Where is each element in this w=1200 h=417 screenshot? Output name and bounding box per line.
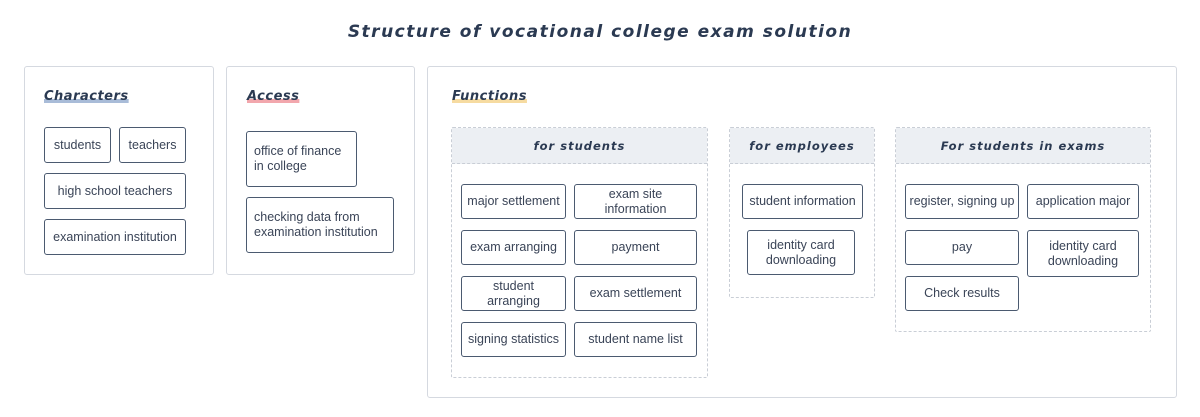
group-for-students-in-exams-title: For students in exams: [896, 128, 1150, 164]
access-office-of-finance: office of finance in college: [246, 131, 357, 187]
diagram-title: Structure of vocational college exam solution: [347, 22, 853, 42]
character-teachers: teachers: [119, 127, 186, 163]
character-high-school-teachers: high school teachers: [44, 173, 186, 209]
function-check-results: Check results: [905, 276, 1019, 311]
characters-heading: Characters: [44, 89, 129, 104]
group-for-students-title: for students: [452, 128, 707, 164]
access-heading: Access: [247, 89, 300, 104]
group-for-students: [451, 127, 708, 378]
group-for-employees: [729, 127, 875, 298]
functions-heading: Functions: [452, 89, 527, 104]
function-exam-arranging: exam arranging: [461, 230, 566, 265]
function-register-signing-up: register, signing up: [905, 184, 1019, 219]
access-checking-data: checking data from examination institution: [246, 197, 394, 253]
characters-panel: [24, 66, 214, 275]
function-signing-statistics: signing statistics: [461, 322, 566, 357]
group-for-employees-title: for employees: [730, 128, 874, 164]
character-students: students: [44, 127, 111, 163]
function-exam-site-information: exam site information: [574, 184, 697, 219]
function-pay: pay: [905, 230, 1019, 265]
function-identity-card-downloading-employees: identity card downloading: [747, 230, 855, 275]
function-student-information: student information: [742, 184, 863, 219]
function-application-major: application major: [1027, 184, 1139, 219]
functions-panel: [427, 66, 1177, 398]
group-for-students-in-exams: [895, 127, 1151, 332]
function-student-name-list: student name list: [574, 322, 697, 357]
character-examination-institution: examination institution: [44, 219, 186, 255]
function-major-settlement: major settlement: [461, 184, 566, 219]
function-payment: payment: [574, 230, 697, 265]
function-identity-card-downloading-exams: identity card downloading: [1027, 230, 1139, 277]
function-student-arranging: student arranging: [461, 276, 566, 311]
function-exam-settlement: exam settlement: [574, 276, 697, 311]
access-panel: [226, 66, 415, 275]
